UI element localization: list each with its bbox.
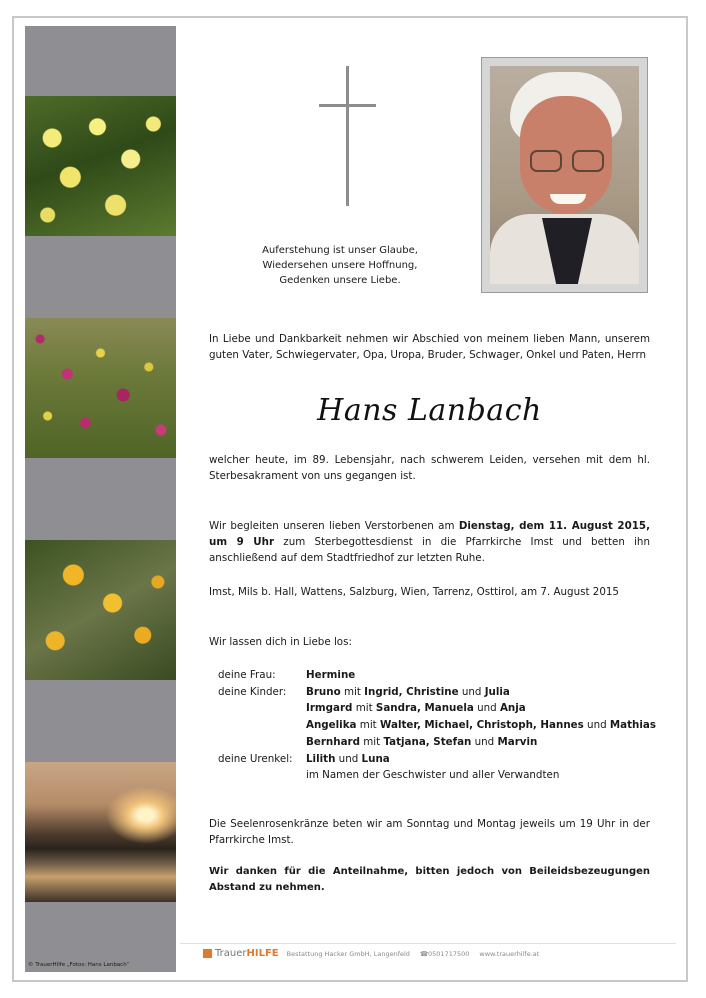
motto-line: Gedenken unsere Liebe. [279,275,401,286]
family-list [218,667,658,784]
side-photo-strip [25,26,176,972]
rosary-text: Die Seelenrosenkränze beten wir am Sonntag und Montag jeweils um 19 Uhr in der Pfarrkirche Imst. [209,818,650,846]
intro-text: In Liebe und Dankbarkeit nehmen wir Abschied von meinem lieben Mann, unserem guten Vater, Schwiegervater, Opa, Uropa, Bruder, Schwager, Onkel und Paten, Herrn [209,333,650,361]
family-row-child: Bernhard mit Tatjana, Stefan und Marvin [306,735,538,748]
family-row-children: deine Kinder: Bruno mit Ingrid, Christine und Julia [218,685,510,698]
yellow-flowers-photo [25,96,176,236]
family-row-child: Angelika mit Walter, Michael, Christoph, Hannes und Mathias [306,719,656,732]
arnica-flowers-photo [25,540,176,680]
funeral-date: Dienstag, dem 11. August 2015, um 9 Uhr [209,520,650,548]
cross-icon-bar [319,104,376,107]
motto-line: Auferstehung ist unser Glaube, [262,245,418,256]
cross-icon [346,66,349,206]
river-sunset-photo [25,762,176,902]
motto-line: Wiedersehen unsere Hoffnung, [262,260,418,271]
motto [235,243,445,288]
footer [203,948,539,959]
place-date: Imst, Mils b. Hall, Wattens, Salzburg, Wien, Tarrenz, Osttirol, am 7. August 2015 [209,586,619,598]
family-row-child: Irmgard mit Sandra, Manuela und Anja [306,702,526,715]
photo-credit: © TrauerHilfe „Fotos: Hans Lanbach“ [28,962,130,968]
deceased-name: Hans Lanbach [317,393,542,428]
footer-company: Bestattung Hacker GmbH, Langenfeld [286,949,410,958]
footer-website[interactable]: www.trauerhilfe.at [479,949,540,958]
trauerhilfe-logo-icon [203,949,212,958]
meadow-flowers-photo [25,318,176,458]
death-text: welcher heute, im 89. Lebensjahr, nach schwerem Leiden, versehen mit dem hl. Sterbesakrament von uns gegangen ist. [209,454,650,482]
footer-phone: ☎0501717500 [419,949,470,958]
portrait-photo [481,57,648,293]
thanks-text: Wir danken für die Anteilnahme, bitten jedoch von Beileidsbezeugungen Abstand zu nehmen. [209,866,650,893]
let-go-text: Wir lassen dich in Liebe los: [209,636,352,648]
trauerhilfe-logo: TrauerHILFE [215,948,279,959]
family-row-siblings: im Namen der Geschwister und aller Verwandten [306,769,560,782]
family-row-great-grandchildren: deine Urenkel: Lilith und Luna [218,752,390,765]
footer-divider [180,943,676,944]
funeral-text: Wir begleiten unseren lieben Verstorbenen am Dienstag, dem 11. August 2015, um 9 Uhr zum Sterbegottesdienst in die Pfarrkirche Imst und betten ihn anschließend auf dem Stadtfriedhof zur letzten Ruhe. [209,520,650,564]
family-row-wife: deine Frau: Hermine [218,669,356,681]
